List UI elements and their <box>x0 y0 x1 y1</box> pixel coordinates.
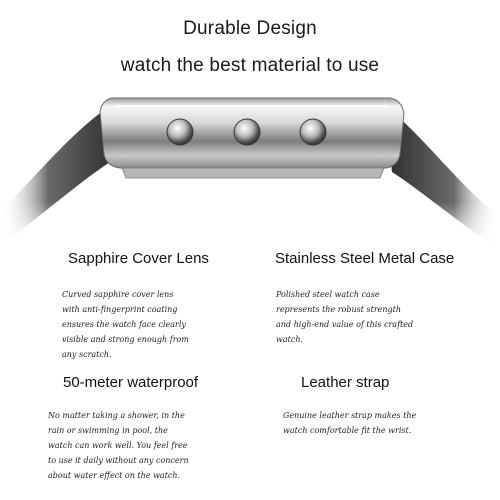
feature-description-leather-strap: Genuine leather strap makes the watch comfortable fit the wrist. <box>283 411 417 435</box>
pusher-right <box>300 119 326 145</box>
feature-description-waterproof: No matter taking a shower, in the rain or swimming in pool, the watch can work well. You feel free to use it daily without any concern about water effect on the watch. <box>48 411 189 480</box>
pusher-center <box>234 119 260 145</box>
feature-description-steel-case: Polished steel watch case represents the robust strength and high-end value of this crafted watch. <box>276 290 414 344</box>
watch-side-view-image <box>0 92 500 250</box>
feature-title-sapphire-lens: Sapphire Cover Lens <box>68 250 209 267</box>
feature-title-waterproof: 50-meter waterproof <box>63 374 199 391</box>
page-subtitle: watch the best material to use <box>120 55 380 76</box>
page-title: Durable Design <box>183 18 317 39</box>
watch-case-illustration <box>0 92 500 250</box>
pusher-left <box>167 119 193 145</box>
feature-title-steel-case: Stainless Steel Metal Case <box>275 250 455 267</box>
feature-title-leather-strap: Leather strap <box>301 374 390 391</box>
feature-description-sapphire-lens: Curved sapphire cover lens with anti-fingerprint coating ensures the watch face clearly visible and strong enough from any scratch. <box>62 290 189 359</box>
watch-caseback <box>122 168 384 178</box>
